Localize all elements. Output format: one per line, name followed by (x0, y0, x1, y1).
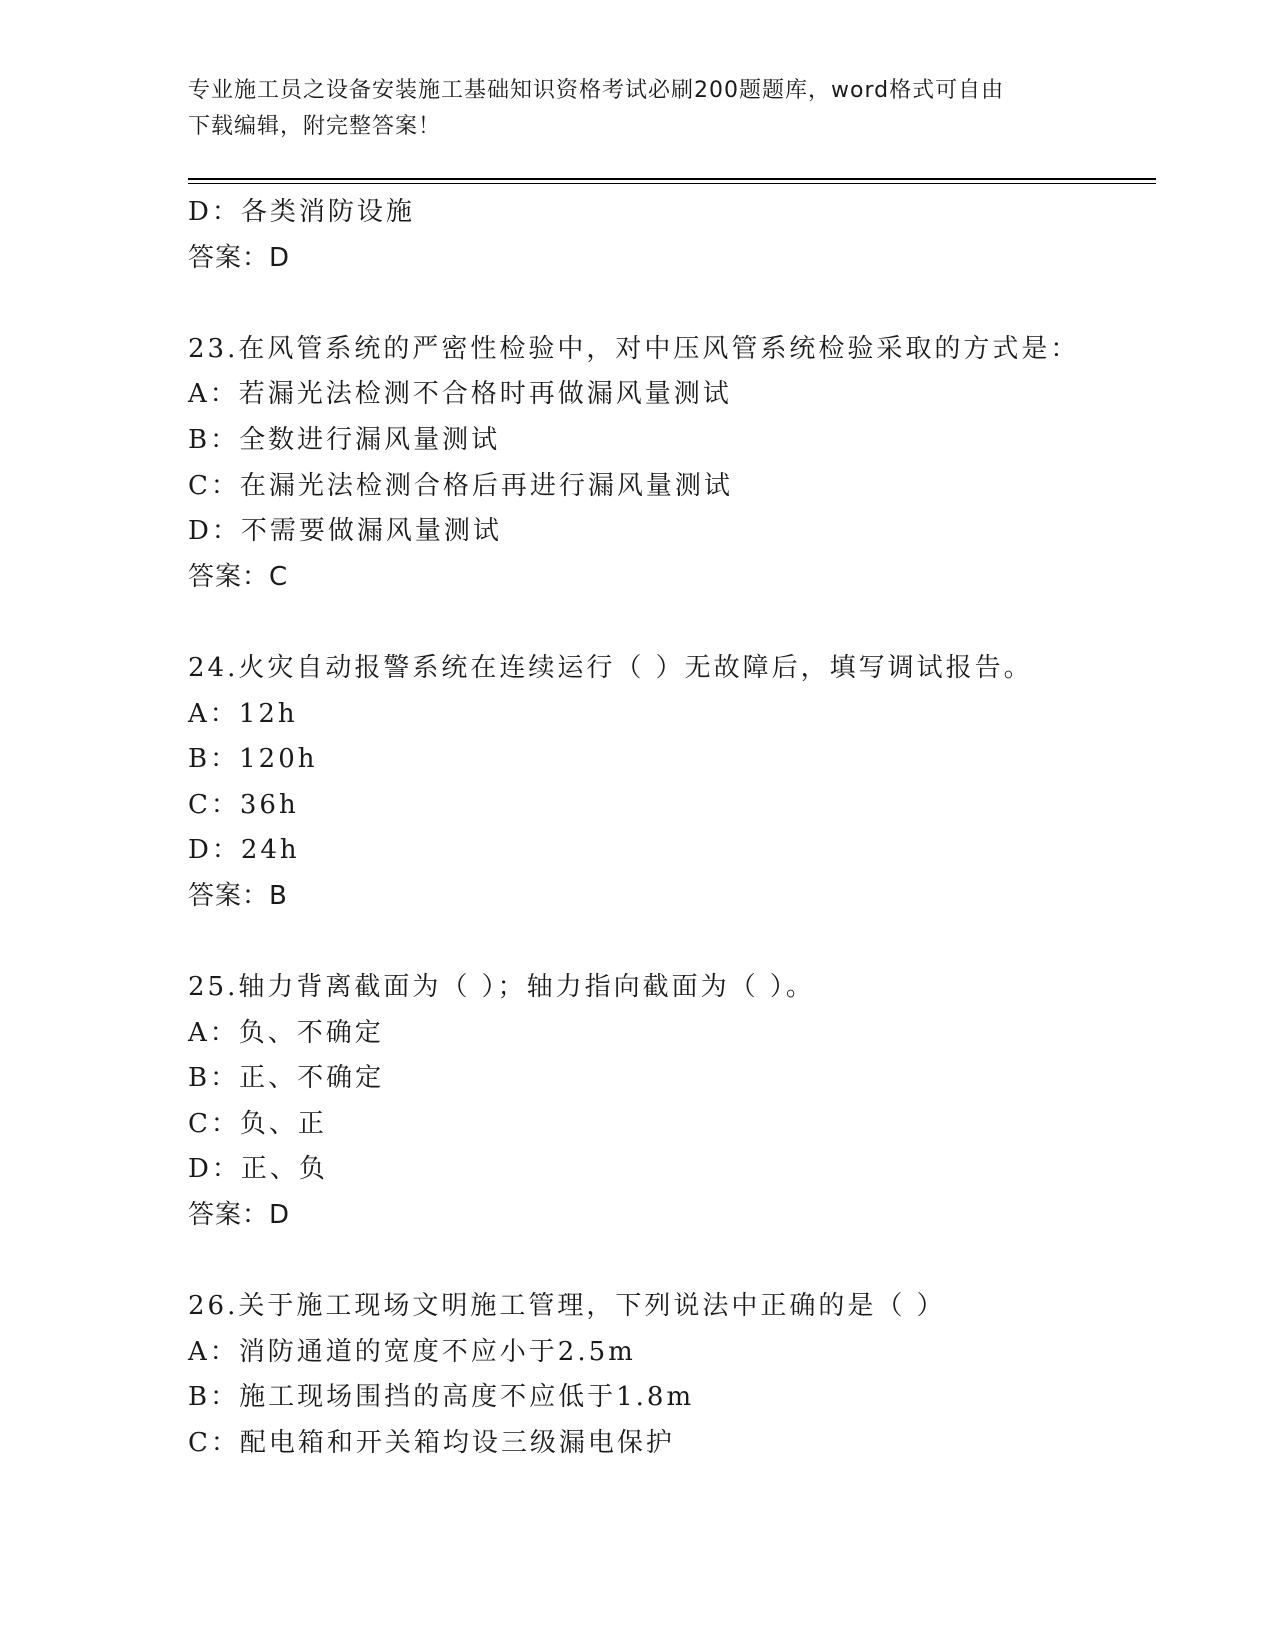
option-b: B：120h (188, 744, 318, 775)
document-header (188, 73, 1088, 145)
option-d: D：不需要做漏风量测试 (188, 516, 502, 547)
option-d: D：24h (188, 835, 300, 866)
option-b: B：全数进行漏风量测试 (188, 424, 501, 455)
header-divider-thick (188, 178, 1156, 180)
spacer (188, 281, 1148, 327)
question-24 (188, 646, 1148, 920)
option-b: B：施工现场围挡的高度不应低于1.8m (188, 1382, 695, 1413)
spacer (188, 920, 1148, 966)
header-title-line-1: 专业施工员之设备安装施工基础知识资格考试必刷200题题库，word格式可自由 (188, 78, 1005, 103)
question-answer: 答案：B (188, 880, 288, 911)
option-a: A：负、不确定 (188, 1017, 384, 1048)
header-title-line-2: 下载编辑，附完整答案！ (188, 114, 442, 139)
question-stem: 24.火灾自动报警系统在连续运行（ ）无故障后，填写调试报告。 (188, 652, 1033, 683)
prev-question-option-d: D：各类消防设施 (188, 197, 415, 227)
spacer (188, 600, 1148, 646)
option-c: C：36h (188, 789, 299, 820)
option-a: A：12h (188, 698, 298, 729)
question-stem: 25.轴力背离截面为（ ）；轴力指向截面为（ ）。 (188, 972, 815, 1003)
option-c: C：配电箱和开关箱均设三级漏电保护 (188, 1428, 675, 1459)
question-answer: 答案：D (188, 1200, 291, 1231)
option-a: A：若漏光法检测不合格时再做漏风量测试 (188, 379, 732, 410)
question-26 (188, 1284, 1148, 1466)
option-d: D：正、负 (188, 1154, 328, 1185)
spacer (188, 1239, 1148, 1285)
option-b: B：正、不确定 (188, 1063, 385, 1094)
question-answer: 答案：C (188, 561, 289, 592)
question-list (188, 190, 1148, 1467)
header-divider-thin (188, 183, 1156, 184)
option-c: C：负、正 (188, 1108, 327, 1139)
question-25 (188, 965, 1148, 1239)
question-23 (188, 327, 1148, 601)
prev-question-answer: 答案：D (188, 242, 291, 273)
question-stem: 26.关于施工现场文明施工管理，下列说法中正确的是（ ） (188, 1291, 946, 1322)
option-a: A：消防通道的宽度不应小于2.5m (188, 1336, 636, 1367)
question-stem: 23.在风管系统的严密性检验中，对中压风管系统检验采取的方式是： (188, 333, 1080, 364)
option-c: C：在漏光法检测合格后再进行漏风量测试 (188, 470, 733, 501)
